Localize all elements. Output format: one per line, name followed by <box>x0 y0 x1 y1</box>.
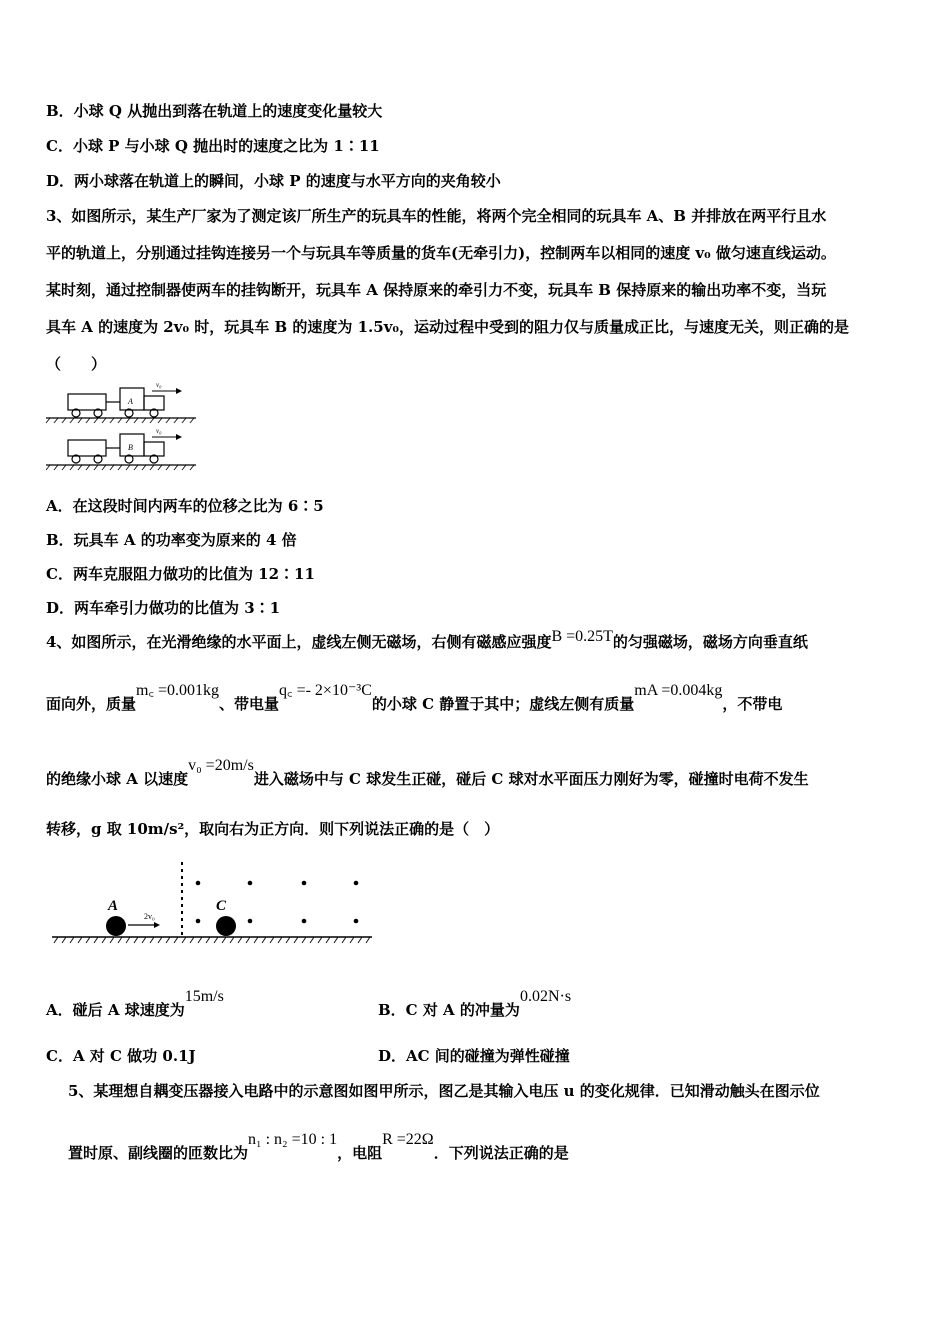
car-a-label: A <box>128 397 133 406</box>
q3-stem-line-3: 某时刻，通过控制器使两车的挂钩断开，玩具车 A 保持原来的牵引力不变，玩具车 B 保持原来的输出功率不变，当玩 <box>46 281 827 299</box>
q4-option-c: C．A 对 C 做功 0.1J <box>46 1047 196 1065</box>
q4-figure-collision <box>50 858 380 948</box>
ground-surface <box>52 937 372 943</box>
q3-option-d: D．两车牵引力做功的比值为 3∶1 <box>46 599 281 617</box>
q4-line2-a: 面向外，质量 <box>46 695 137 713</box>
q4-line3-a: 的绝缘小球 A 以速度 <box>46 770 189 788</box>
ball-c-label: C <box>216 898 227 914</box>
q3-stem-line-2: 平的轨道上，分别通过挂钩连接另一个与玩具车等质量的货车(无牵引力)，控制两车以相同的速度 v₀ 做匀速直线运动。 <box>46 244 836 262</box>
q4-line2-b: 、带电量 <box>219 695 280 713</box>
q4-stem-line-1 <box>46 628 808 653</box>
q4-option-b-text: B．C 对 A 的冲量为 <box>378 1001 520 1019</box>
q4-option-a-text: A．碰后 A 球速度为 <box>46 1001 185 1019</box>
q4-option-b <box>378 988 572 1021</box>
q2-option-c: C．小球 P 与小球 Q 抛出时的速度之比为 1∶11 <box>46 137 380 155</box>
q4-line3-b: 进入磁场中与 C 球发生正碰，碰后 C 球对水平面压力刚好为零，碰撞时电荷不发生 <box>253 770 809 788</box>
q2-option-d: D．两小球落在轨道上的瞬间，小球 P 的速度与水平方向的夹角较小 <box>46 172 501 190</box>
q4-line2-d: ，不带电 <box>722 695 783 713</box>
q4-option-d: D．AC 间的碰撞为弹性碰撞 <box>378 1047 570 1065</box>
toy-car-a <box>120 388 164 417</box>
q4-option-b-value: 0.02N·s <box>519 988 572 1005</box>
q4-mass-a-value: mA =0.004kg <box>634 682 723 699</box>
q5-stem-line-2 <box>68 1131 569 1164</box>
car-b-label: B <box>128 443 133 452</box>
q4-line1-tail: 的匀强磁场，磁场方向垂直纸 <box>612 633 808 651</box>
velocity-label-a: v₀ <box>156 381 162 389</box>
q4-stem-line-3 <box>46 757 809 790</box>
q4-line2-c: 的小球 C 静置于其中；虚线左侧有质量 <box>371 695 635 713</box>
track-a <box>46 418 196 423</box>
q3-figure-toy-cars <box>44 376 200 472</box>
q3-stem-line-1: 3、如图所示，某生产厂家为了测定该厂所生产的玩具车的性能，将两个完全相同的玩具车 A、B 并排放在两平行且水 <box>46 207 827 225</box>
cargo-wagon-a <box>68 394 106 417</box>
q4-stem-line-4: 转移，g 取 10m/s²，取向右为正方向．则下列说法正确的是（ ） <box>46 820 500 838</box>
q3-option-b: B．玩具车 A 的功率变为原来的 4 倍 <box>46 531 297 549</box>
q4-charge-c-value: q꜀ =- 2×10⁻³C <box>279 682 372 699</box>
velocity-label-b: v₀ <box>156 427 162 435</box>
q3-option-a: A．在这段时间内两车的位移之比为 6∶5 <box>46 497 324 515</box>
q4-magnetic-field-value: B =0.25T <box>551 628 613 645</box>
ball-a <box>106 916 126 936</box>
toy-car-b <box>120 434 164 463</box>
ball-a-label: A <box>108 898 119 914</box>
cargo-wagon-b <box>68 440 106 463</box>
q4-velocity-value: v₀ =20m/s <box>188 757 254 774</box>
ball-a-velocity-label: 2v₀ <box>144 912 155 921</box>
q5-line2-c: ．下列说法正确的是 <box>433 1144 569 1162</box>
q4-line1-text: 4、如图所示，在光滑绝缘的水平面上，虚线左侧无磁场，右侧有磁感应强度 <box>46 633 552 651</box>
q3-option-c: C．两车克服阻力做功的比值为 12∶11 <box>46 565 315 583</box>
q4-stem-line-2 <box>46 682 783 715</box>
q5-resistance-value: R =22Ω <box>382 1131 434 1148</box>
q3-stem-line-5: （ ） <box>46 355 107 373</box>
q4-mass-c-value: m꜀ =0.001kg <box>136 682 220 699</box>
q5-line2-a: 置时原、副线圈的匝数比为 <box>68 1144 249 1162</box>
q4-option-a <box>46 988 224 1021</box>
q5-stem-line-1: 5、某理想自耦变压器接入电路中的示意图如图甲所示，图乙是其输入电压 u 的变化规律．已知滑动触头在图示位 <box>68 1082 820 1100</box>
q5-line2-b: ，电阻 <box>337 1144 383 1162</box>
q5-turns-ratio-value: n₁ : n₂ =10 : 1 <box>248 1131 338 1148</box>
q4-option-a-value: 15m/s <box>184 988 224 1005</box>
q2-option-b: B．小球 Q 从抛出到落在轨道上的速度变化量较大 <box>46 102 383 120</box>
ball-c <box>216 916 236 936</box>
q3-stem-line-4: 具车 A 的速度为 2v₀ 时，玩具车 B 的速度为 1.5v₀，运动过程中受到的阻力仅与质量成正比，与速度无关，则正确的是 <box>46 318 849 336</box>
track-b <box>46 465 196 470</box>
